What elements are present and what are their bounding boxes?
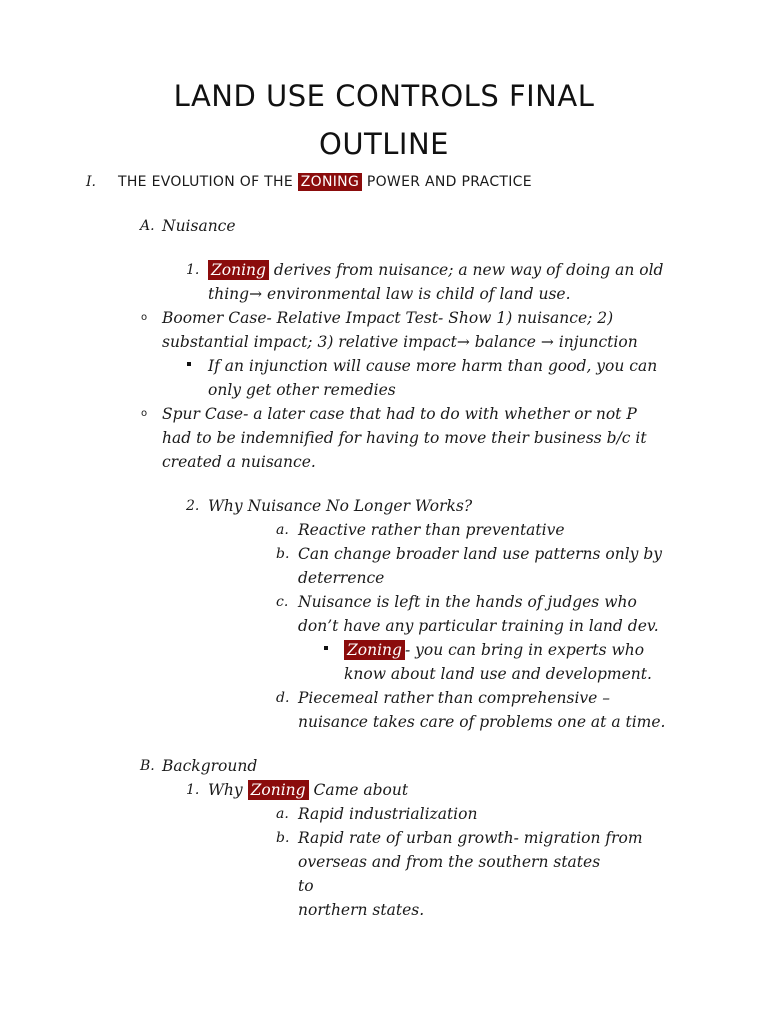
section-numeral: I. xyxy=(86,174,96,190)
item-a2d-line-2: nuisance takes care of problems one at a time. xyxy=(298,713,666,731)
circle-bullet-icon: o xyxy=(141,408,148,419)
item-a2c-sub-text: - you can bring in experts who xyxy=(404,641,645,659)
subsection-a-letter: A. xyxy=(140,218,155,234)
item-b1-post: Came about xyxy=(313,781,409,799)
item-b1-label xyxy=(208,778,408,802)
boomer-sub-line-2: only get other remedies xyxy=(208,381,396,399)
item-a2a-letter: a. xyxy=(276,522,289,538)
zoning-highlight: ZONING xyxy=(298,173,362,191)
item-a2a-text: Reactive rather than preventative xyxy=(298,521,565,539)
zoning-highlight: Zoning xyxy=(248,780,309,800)
item-b1b-letter: b. xyxy=(276,830,290,846)
item-a2d-line-1: Piecemeal rather than comprehensive – xyxy=(298,689,611,707)
item-a2b-letter: b. xyxy=(276,546,290,562)
item-a2c-line-1: Nuisance is left in the hands of judges who xyxy=(298,593,637,611)
spur-line-1: Spur Case- a later case that had to do with whether or not P xyxy=(162,405,637,423)
section-heading-post: POWER AND PRACTICE xyxy=(366,174,532,190)
item-a2c-sub-line-2: know about land use and development. xyxy=(344,665,652,683)
item-b1-number: 1. xyxy=(186,782,200,798)
item-b1-pre: Why xyxy=(208,781,243,799)
boomer-line-1: Boomer Case- Relative Impact Test- Show 1) nuisance; 2) xyxy=(162,309,614,327)
boomer-line-2: substantial impact; 3) relative impact→ balance → injunction xyxy=(162,333,638,351)
boomer-sub-line-1: If an injunction will cause more harm than good, you can xyxy=(208,357,658,375)
section-heading xyxy=(118,170,532,194)
zoning-highlight: Zoning xyxy=(344,640,405,660)
item-a1-line-1 xyxy=(208,258,663,282)
spur-line-3: created a nuisance. xyxy=(162,453,316,471)
subsection-a-label: Nuisance xyxy=(162,217,236,235)
item-a2-label: Why Nuisance No Longer Works? xyxy=(208,497,473,515)
item-b1b-line-1: Rapid rate of urban growth- migration from xyxy=(298,829,643,847)
item-a1-number: 1. xyxy=(186,262,200,278)
subsection-b-letter: B. xyxy=(140,758,155,774)
item-a2c-line-2: don’t have any particular training in land dev. xyxy=(298,617,659,635)
square-bullet-icon xyxy=(187,362,191,366)
document-title-line-2: OUTLINE xyxy=(319,127,449,161)
document-title-line-1: LAND USE CONTROLS FINAL xyxy=(173,79,595,113)
item-a2-number: 2. xyxy=(186,498,200,514)
item-a2d-letter: d. xyxy=(276,690,290,706)
spur-line-2: had to be indemnified for having to move their business b/c it xyxy=(162,429,647,447)
item-a2c-sub-line-1 xyxy=(344,638,644,662)
item-a1-line-2: thing→ environmental law is child of land use. xyxy=(208,285,571,303)
subsection-b-label: Background xyxy=(162,757,258,775)
item-b1b-line-3: to xyxy=(298,877,314,895)
item-b1a-text: Rapid industrialization xyxy=(298,805,478,823)
item-a2b-line-2: deterrence xyxy=(298,569,385,587)
square-bullet-icon xyxy=(324,646,328,650)
circle-bullet-icon: o xyxy=(141,312,148,323)
section-heading-pre: THE EVOLUTION OF THE xyxy=(118,174,293,190)
item-b1b-line-2: overseas and from the southern states xyxy=(298,853,601,871)
item-a2b-line-1: Can change broader land use patterns only by xyxy=(298,545,663,563)
item-b1a-letter: a. xyxy=(276,806,289,822)
item-a1-text: derives from nuisance; a new way of doing an old xyxy=(273,261,664,279)
item-b1b-line-4: northern states. xyxy=(298,901,425,919)
item-a2c-letter: c. xyxy=(276,594,289,610)
zoning-highlight: Zoning xyxy=(208,260,269,280)
